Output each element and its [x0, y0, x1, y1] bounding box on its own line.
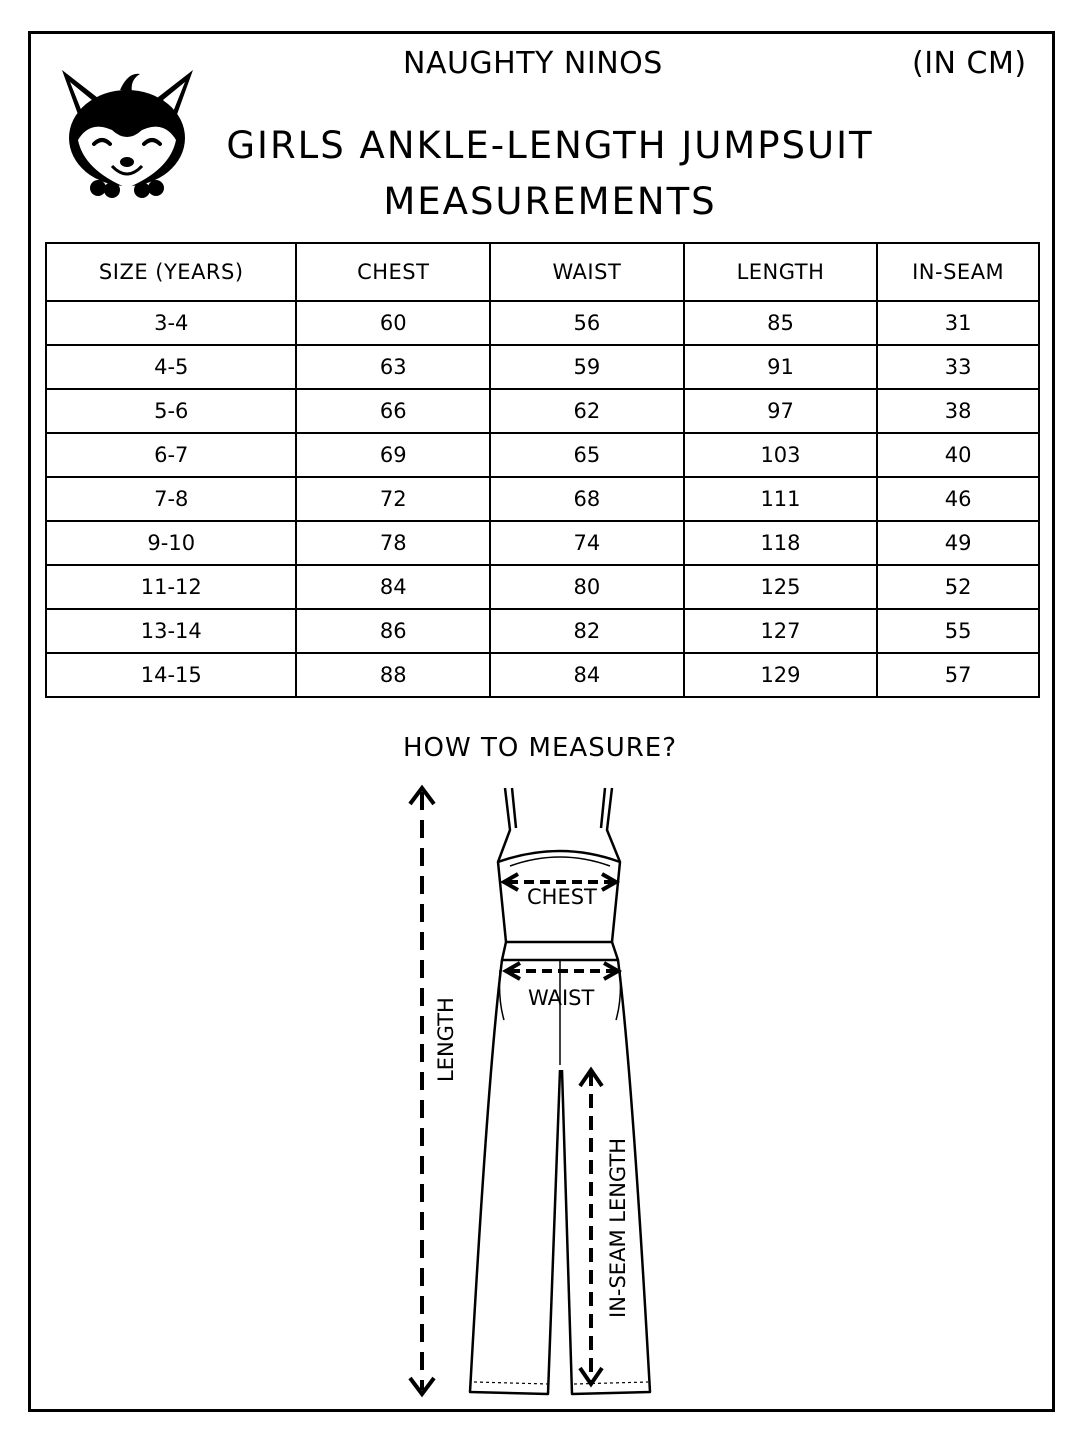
table-cell: 103 — [684, 433, 878, 477]
table-cell: 31 — [877, 301, 1039, 345]
table-cell: 84 — [296, 565, 490, 609]
table-cell: 85 — [684, 301, 878, 345]
table-cell: 118 — [684, 521, 878, 565]
table-cell: 11-12 — [46, 565, 296, 609]
column-header: SIZE (YEARS) — [46, 243, 296, 301]
table-row — [46, 653, 1039, 697]
table-cell: 78 — [296, 521, 490, 565]
table-cell: 63 — [296, 345, 490, 389]
table-cell: 68 — [490, 477, 684, 521]
table-cell: 56 — [490, 301, 684, 345]
column-header: WAIST — [490, 243, 684, 301]
table-cell: 49 — [877, 521, 1039, 565]
table-cell: 125 — [684, 565, 878, 609]
table-cell: 13-14 — [46, 609, 296, 653]
waist-label: WAIST — [528, 986, 595, 1010]
chest-label: CHEST — [527, 885, 597, 909]
length-label: LENGTH — [434, 997, 458, 1082]
table-cell: 14-15 — [46, 653, 296, 697]
column-header: LENGTH — [684, 243, 878, 301]
table-cell: 82 — [490, 609, 684, 653]
table-cell: 6-7 — [46, 433, 296, 477]
table-row — [46, 389, 1039, 433]
column-header: IN-SEAM — [877, 243, 1039, 301]
table-row — [46, 609, 1039, 653]
table-cell: 127 — [684, 609, 878, 653]
table-cell: 38 — [877, 389, 1039, 433]
table-cell: 5-6 — [46, 389, 296, 433]
table-cell: 59 — [490, 345, 684, 389]
jumpsuit-diagram — [0, 770, 1080, 1410]
table-cell: 4-5 — [46, 345, 296, 389]
table-cell: 9-10 — [46, 521, 296, 565]
table-cell: 7-8 — [46, 477, 296, 521]
table-cell: 97 — [684, 389, 878, 433]
table-cell: 86 — [296, 609, 490, 653]
table-row — [46, 521, 1039, 565]
table-row — [46, 301, 1039, 345]
table-row — [46, 433, 1039, 477]
table-row — [46, 477, 1039, 521]
table-cell: 88 — [296, 653, 490, 697]
how-to-measure-heading: HOW TO MEASURE? — [402, 733, 678, 763]
table-cell: 52 — [877, 565, 1039, 609]
table-cell: 3-4 — [46, 301, 296, 345]
table-cell: 84 — [490, 653, 684, 697]
table-cell: 40 — [877, 433, 1039, 477]
table-header-row — [46, 243, 1039, 301]
table-row — [46, 565, 1039, 609]
inseam-arrow — [580, 1070, 602, 1384]
table-row — [46, 345, 1039, 389]
table-cell: 46 — [877, 477, 1039, 521]
table-cell: 111 — [684, 477, 878, 521]
table-cell: 65 — [490, 433, 684, 477]
table-cell: 129 — [684, 653, 878, 697]
table-cell: 74 — [490, 521, 684, 565]
table-cell: 62 — [490, 389, 684, 433]
table-cell: 57 — [877, 653, 1039, 697]
inseam-label: IN-SEAM LENGTH — [606, 1137, 630, 1318]
page-subtitle: MEASUREMENTS — [383, 180, 717, 223]
table-cell: 69 — [296, 433, 490, 477]
column-header: CHEST — [296, 243, 490, 301]
table-cell: 55 — [877, 609, 1039, 653]
table-cell: 33 — [877, 345, 1039, 389]
table-cell: 72 — [296, 477, 490, 521]
table-cell: 66 — [296, 389, 490, 433]
length-arrow — [410, 788, 434, 1394]
waist-arrow — [506, 963, 618, 979]
table-cell: 60 — [296, 301, 490, 345]
table-cell: 91 — [684, 345, 878, 389]
brand-name: NAUGHTY NINOS — [403, 46, 663, 81]
table-cell: 80 — [490, 565, 684, 609]
page-title: GIRLS ANKLE-LENGTH JUMPSUIT — [226, 124, 874, 167]
unit-label: (IN CM) — [912, 46, 1027, 81]
size-table — [45, 242, 1040, 698]
